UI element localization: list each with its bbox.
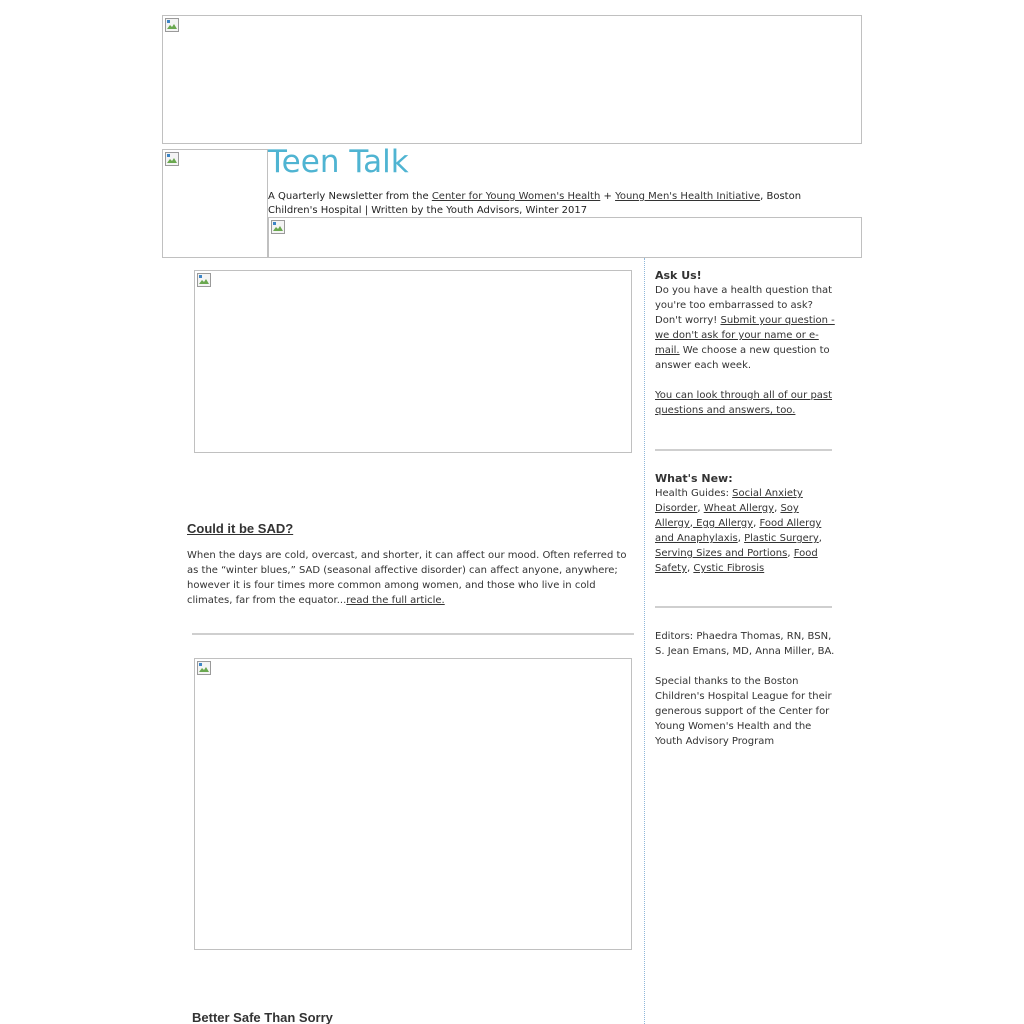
ymhi-link[interactable]: Young Men's Health Initiative	[615, 191, 761, 202]
ask-us-section	[655, 268, 835, 418]
column-divider	[644, 258, 645, 1024]
article-divider	[192, 633, 634, 635]
guide-link[interactable]: Social Anxiety Disorder	[655, 488, 803, 514]
ask-us-heading: Ask Us!	[655, 269, 702, 282]
read-more-link[interactable]: read the full article.	[346, 595, 445, 606]
guide-link[interactable]: Food Safety	[655, 548, 818, 574]
editors-text: Editors: Phaedra Thomas, RN, BSN, S. Jean Emans, MD, Anna Miller, BA.	[655, 631, 835, 657]
broken-image-icon	[271, 220, 285, 234]
sidebar-divider	[655, 449, 832, 451]
thanks-text: Special thanks to the Boston Children's Hospital League for their generous support of the Center for Young Women's Health and the Youth Advisory Program	[655, 676, 832, 747]
whats-new-heading: What's New:	[655, 472, 733, 485]
page-title: Teen Talk	[268, 144, 409, 180]
guide-link[interactable]: Serving Sizes and Portions	[655, 548, 788, 559]
past-questions-link[interactable]: You can look through all of our past questions and answers, too.	[655, 390, 833, 416]
past-questions-paragraph	[655, 388, 835, 418]
article-image	[194, 658, 632, 950]
broken-image-icon	[197, 661, 211, 675]
cywh-link[interactable]: Center for Young Women's Health	[431, 191, 601, 202]
whats-new-section	[655, 471, 835, 576]
newsletter-subtitle	[268, 190, 828, 218]
subtitle-plus: +	[600, 191, 616, 202]
sidebar-divider	[655, 606, 832, 608]
logo-image	[162, 149, 268, 258]
credits-section	[655, 629, 835, 749]
article-summary	[187, 548, 639, 608]
health-guides-label: Health Guides:	[655, 488, 733, 499]
article-body: When the days are cold, overcast, and shorter, it can affect our mood. Often referred to as the “winter blues,” SAD (seasonal affective disorder) can affect anyone, anywhere; however it is four times more common among women, and those who live in cold climates, far from the equator...	[187, 550, 627, 606]
header-banner-image	[162, 15, 862, 144]
nav-strip-image	[268, 217, 862, 258]
health-guides-list: Health Guides: Social Anxiety Disorder, Wheat Allergy, Soy Allergy, Egg Allergy, Food Allergy and Anaphylaxis, Plastic Surgery, Serving Sizes and Portions, Food Safety, Cystic Fibrosis	[655, 488, 822, 574]
guide-link[interactable]: Wheat Allergy	[703, 503, 775, 514]
ask-us-outro: We choose a new question to answer each week.	[655, 345, 830, 371]
guide-link[interactable]: Cystic Fibrosis	[693, 563, 765, 574]
broken-image-icon	[197, 273, 211, 287]
submit-question-link[interactable]: Submit your question - we don't ask for your name or e-mail.	[655, 315, 835, 356]
ask-us-text	[655, 283, 835, 373]
article-image	[194, 270, 632, 453]
guide-link[interactable]: Egg Allergy	[692, 518, 754, 529]
subtitle-prefix: A Quarterly Newsletter from the	[268, 191, 432, 202]
ask-us-intro: Do you have a health question that you're too embarrassed to ask? Don't worry!	[655, 285, 833, 326]
broken-image-icon	[165, 18, 179, 32]
guide-link[interactable]: Food Allergy and Anaphylaxis	[655, 518, 822, 544]
subtitle-suffix: , Boston Children's Hospital | Written by the Youth Advisors, Winter 2017	[268, 191, 802, 216]
guide-link[interactable]: Plastic Surgery	[744, 533, 819, 544]
article-title-link[interactable]: Could it be SAD?	[187, 521, 294, 536]
broken-image-icon	[165, 152, 179, 166]
article-title: Better Safe Than Sorry	[192, 1010, 333, 1024]
guide-link[interactable]: Soy Allergy	[655, 503, 799, 529]
